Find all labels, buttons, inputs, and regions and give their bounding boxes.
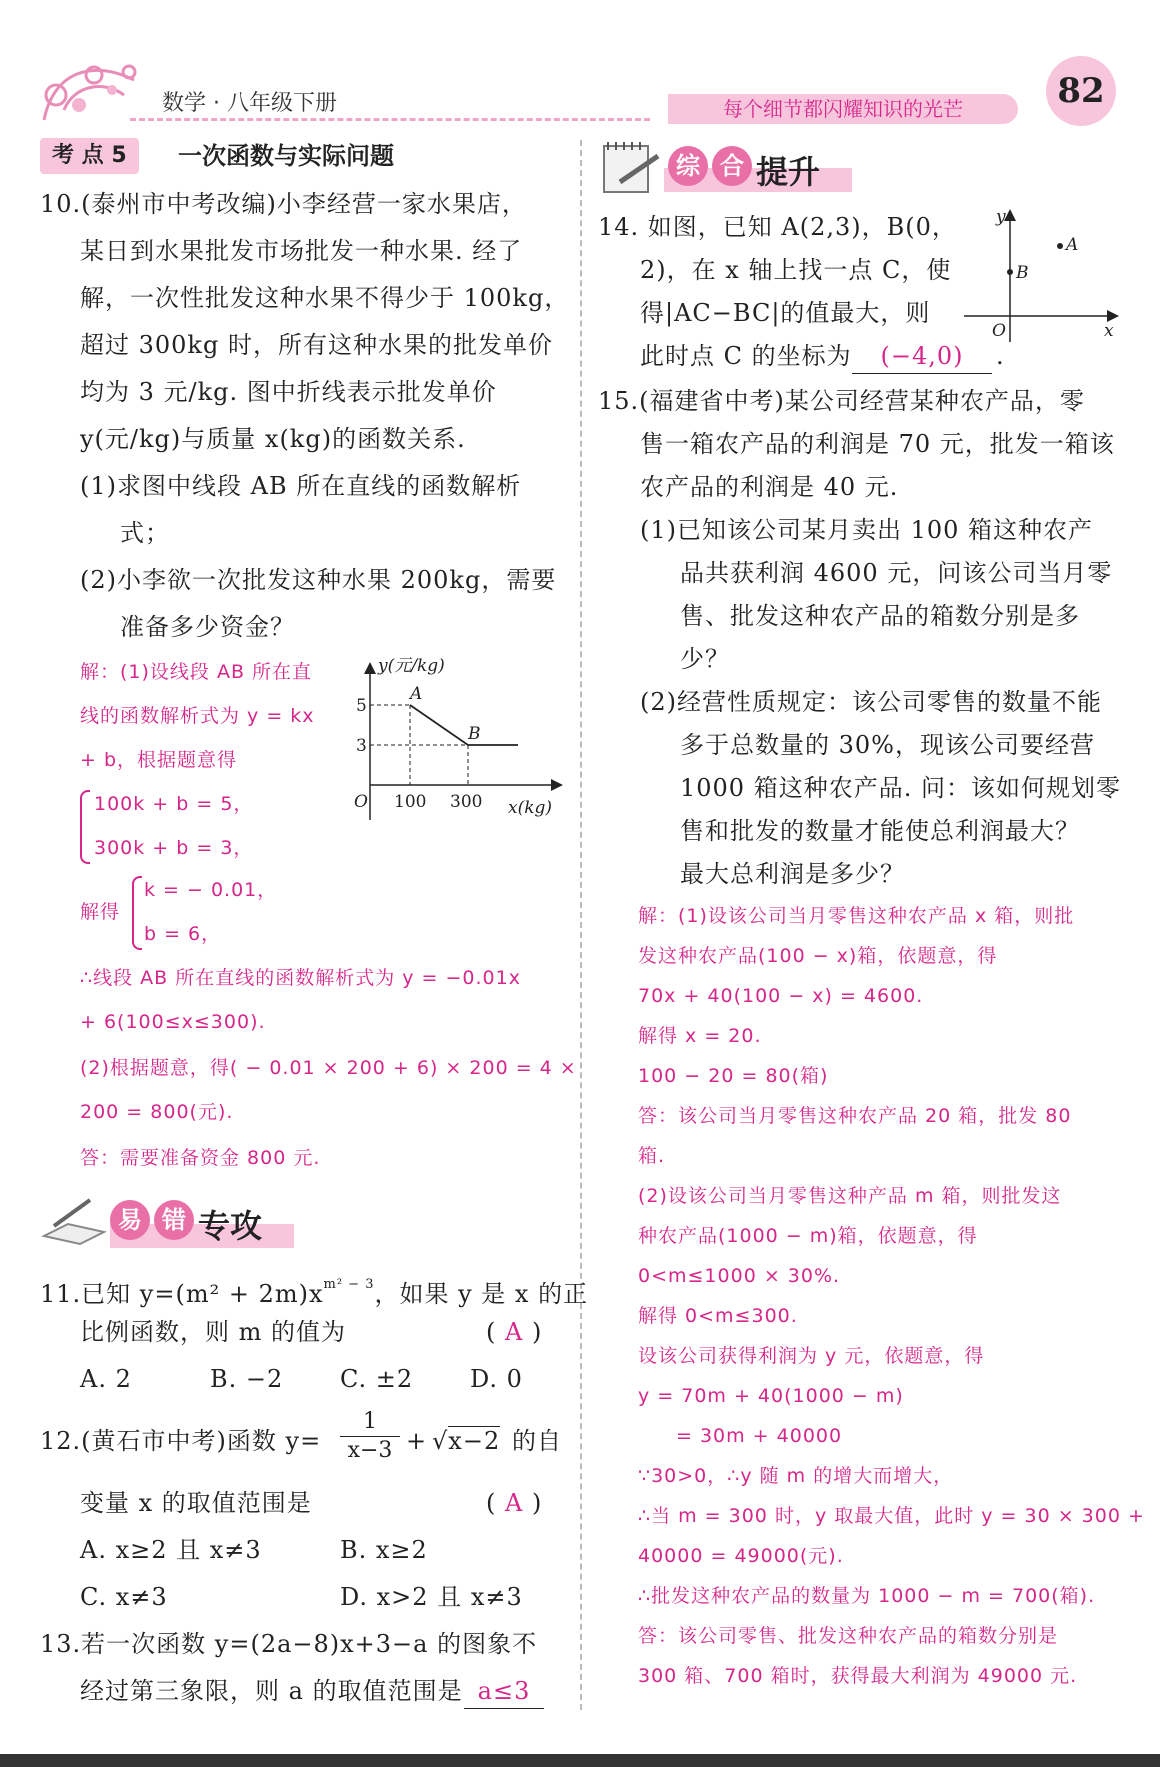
solution-line: 0<m≤1000 × 30%. <box>638 1265 841 1287</box>
q14-graph-b: B <box>1016 263 1029 283</box>
solution-line: 发这种农产品(100 − x)箱，依题意，得 <box>638 945 998 967</box>
q12-frac-num: 1 <box>363 1409 377 1434</box>
q11-exponent: m² − 3 <box>323 1277 375 1292</box>
solution-line: 40000 = 49000(元). <box>638 1545 844 1567</box>
q13-answer: a≤3 <box>464 1674 544 1709</box>
q11-option: A. 2 <box>80 1365 132 1393</box>
q13-line: 经过第三象限，则 a 的取值范围是 <box>80 1677 463 1705</box>
solution-line: 答：需要准备资金 800 元. <box>80 1147 321 1169</box>
section-char: 合 <box>712 146 752 186</box>
q12-option: A. x≥2 且 x≠3 <box>80 1536 262 1564</box>
q14-period: . <box>996 342 1005 370</box>
solution-line: 100k + b = 5， <box>94 793 254 815</box>
solution-line: 种农产品(1000 − m)箱，依题意，得 <box>638 1225 978 1247</box>
q15-line: 15.(福建省中考)某公司经营某种农产品，零 <box>598 387 1085 415</box>
q14-graph-a: A <box>1066 235 1079 255</box>
q12-radicand: x−2 <box>448 1427 501 1455</box>
graph-point-a: A <box>410 684 423 704</box>
q12-stem: 12.(黄石市中考)函数 y= <box>40 1427 322 1455</box>
system-brace <box>80 790 90 864</box>
q10-line: 10.(泰州市中考改编)小李经营一家水果店， <box>40 190 527 218</box>
solution-line: 线的函数解析式为 y = kx <box>80 705 315 727</box>
system-brace <box>132 876 142 950</box>
section-char: 易 <box>110 1200 150 1240</box>
solution-line: 答：该公司零售、批发这种农产品的箱数分别是 <box>638 1625 1059 1647</box>
graph-y-tick: 5 <box>356 696 367 716</box>
q15-line: 售一箱农产品的利润是 70 元，批发一箱该 <box>640 430 1115 458</box>
solution-line: ∵30>0，∴y 随 m 的增大而增大， <box>638 1465 954 1487</box>
kaodian-title: 一次函数与实际问题 <box>178 142 394 170</box>
solution-line: 200 = 800(元). <box>80 1101 234 1123</box>
solution-line: 70x + 40(100 − x) = 4600. <box>638 985 924 1007</box>
graph-y-tick: 3 <box>356 736 367 756</box>
q15-line: 多于总数量的 30%，现该公司要经营 <box>680 731 1095 759</box>
solution-line: ∴当 m = 300 时，y 取最大值，此时 y = 30 × 300 + <box>638 1505 1145 1527</box>
q12-answer-bracket: ( A ) <box>486 1489 543 1517</box>
section-word: 专攻 <box>198 1206 263 1245</box>
solution-line: = 30m + 40000 <box>676 1425 843 1447</box>
graph-x-tick: 100 <box>394 792 427 812</box>
q10-line: 均为 3 元/kg. 图中折线表示批发单价 <box>80 378 497 406</box>
q15-line: 售、批发这种农产品的箱数分别是多 <box>680 602 1080 630</box>
solution-line: + b，根据题意得 <box>80 749 238 771</box>
solution-line: 100 − 20 = 80(箱) <box>638 1065 829 1087</box>
q15-line: 品共获利润 4600 元，问该公司当月零 <box>680 559 1113 587</box>
solution-line: 解得 0<m≤300. <box>638 1305 798 1327</box>
q12-plus: + <box>406 1427 428 1455</box>
q15-line: 少？ <box>680 645 730 673</box>
solution-line: 箱. <box>638 1145 666 1167</box>
q14-line: 2)，在 x 轴上找一点 C，使 <box>640 256 952 284</box>
q10-line: 解，一次性批发这种水果不得少于 100kg， <box>80 284 570 312</box>
solution-line: 解：(1)设线段 AB 所在直 <box>80 661 313 683</box>
q11-option: C. ±2 <box>340 1365 414 1393</box>
q12-option: B. x≥2 <box>340 1536 428 1564</box>
solution-line: y = 70m + 40(1000 − m) <box>638 1385 904 1407</box>
solution-line: 300k + b = 3， <box>94 837 254 859</box>
header-divider <box>130 118 650 121</box>
q12-fraction <box>340 1408 400 1465</box>
solution-line: b = 6， <box>144 923 222 945</box>
q12-sqrt: √x−2 <box>432 1427 501 1455</box>
price-line <box>410 705 518 745</box>
point-a <box>1057 243 1063 249</box>
graph-y-label: y(元/kg) <box>378 656 445 676</box>
pen-book-icon <box>40 1196 108 1248</box>
q15-line: (2)经营性质规定：该公司零售的数量不能 <box>640 688 1102 716</box>
kaodian-badge: 考 点 5 <box>40 138 139 174</box>
solution-line: k = − 0.01， <box>144 879 278 901</box>
q10-line: (2)小李欲一次批发这种水果 200kg，需要 <box>80 566 557 594</box>
q12-line2: 变量 x 的取值范围是 <box>80 1489 312 1517</box>
q15-line: 最大总利润是多少？ <box>680 860 905 888</box>
solution-line: 解：(1)设该公司当月零售这种农产品 x 箱，则批 <box>638 905 1075 927</box>
price-graph <box>350 655 570 825</box>
q11-stem <box>40 1268 588 1311</box>
q11-stem-b: ，如果 y 是 x 的正 <box>374 1280 589 1308</box>
q10-line: y(元/kg)与质量 x(kg)的函数关系. <box>80 425 466 453</box>
section-char: 错 <box>154 1200 194 1240</box>
q14-line4: 此时点 C 的坐标为 <box>640 342 852 370</box>
solution-line: + 6(100≤x≤300). <box>80 1011 266 1033</box>
q15-line: 售和批发的数量才能使总利润最大？ <box>680 817 1080 845</box>
q12-stem-b: 的自 <box>512 1427 562 1455</box>
solution-line: 答：该公司当月零售这种农产品 20 箱，批发 80 <box>638 1105 1072 1127</box>
section-yicuo <box>110 1200 262 1246</box>
q11-line2: 比例函数，则 m 的值为 <box>80 1318 347 1346</box>
q14-answer: (−4,0) <box>852 339 992 374</box>
q14-graph-x: x <box>1104 321 1114 341</box>
subject-title: 数学 · 八年级下册 <box>162 91 337 116</box>
solution-line: 300 箱、700 箱时，获得最大利润为 49000 元. <box>638 1665 1078 1687</box>
q11-answer-bracket: ( A ) <box>486 1318 543 1346</box>
q12-option: D. x>2 且 x≠3 <box>340 1583 523 1611</box>
solution-line: ∴线段 AB 所在直线的函数解析式为 y = −0.01x <box>80 967 521 989</box>
q14-line: 14. 如图，已知 A(2,3)，B(0， <box>598 213 957 241</box>
q12-frac-den: x−3 <box>340 1436 400 1465</box>
q10-line: 准备多少资金？ <box>120 613 295 641</box>
graph-x-tick: 300 <box>450 792 483 812</box>
graph-origin: O <box>354 792 368 812</box>
column-divider <box>580 140 582 1710</box>
q12-answer: A <box>505 1489 524 1517</box>
q13-line: 13.若一次函数 y=(2a−8)x+3−a 的图象不 <box>40 1630 538 1658</box>
motto-banner: 每个细节都闪耀知识的光芒 <box>668 94 1018 124</box>
q10-line: 式； <box>120 519 170 547</box>
q12-option: C. x≠3 <box>80 1583 168 1611</box>
solution-line: ∴批发这种农产品的数量为 1000 − m = 700(箱). <box>638 1585 1096 1607</box>
q15-line: 1000 箱这种农产品. 问：该如何规划零 <box>680 774 1121 802</box>
graph-point-b: B <box>468 724 481 744</box>
q10-line: (1)求图中线段 AB 所在直线的函数解析 <box>80 472 522 500</box>
section-char: 综 <box>668 146 708 186</box>
section-zonghe <box>668 146 820 192</box>
solution-line: 解得 x = 20. <box>638 1025 762 1047</box>
q14-graph <box>960 206 1120 346</box>
notepad-pencil-icon <box>600 138 662 196</box>
q14-line: 得|AC−BC|的值最大，则 <box>640 299 931 327</box>
solution-line: 设该公司获得利润为 y 元，依题意，得 <box>638 1345 985 1367</box>
q11-option: B. −2 <box>210 1365 284 1393</box>
q15-line: 农产品的利润是 40 元. <box>640 473 899 501</box>
q15-line: (1)已知该公司某月卖出 100 箱这种农产 <box>640 516 1094 544</box>
graph-x-label: x(kg) <box>508 798 553 818</box>
q10-line: 超过 300kg 时，所有这种水果的批发单价 <box>80 331 553 359</box>
q11-stem-a: 11.已知 y=(m² + 2m)x <box>40 1280 324 1308</box>
q11-answer: A <box>505 1318 524 1346</box>
bottom-bar <box>0 1754 1160 1767</box>
page-number: 82 <box>1046 56 1116 126</box>
solution-line: (2)根据题意，得( − 0.01 × 200 + 6) × 200 = 4 × <box>80 1057 577 1079</box>
q14-graph-y: y <box>996 207 1006 227</box>
solution-line: 解得 <box>80 901 121 923</box>
q10-line: 某日到水果批发市场批发一种水果. 经了 <box>80 237 523 265</box>
q14-graph-o: O <box>992 321 1006 341</box>
q11-option: D. 0 <box>470 1365 523 1393</box>
solution-line: (2)设该公司当月零售这种产品 m 箱，则批发这 <box>638 1185 1062 1207</box>
point-b <box>1007 269 1013 275</box>
section-word: 提升 <box>756 152 821 191</box>
